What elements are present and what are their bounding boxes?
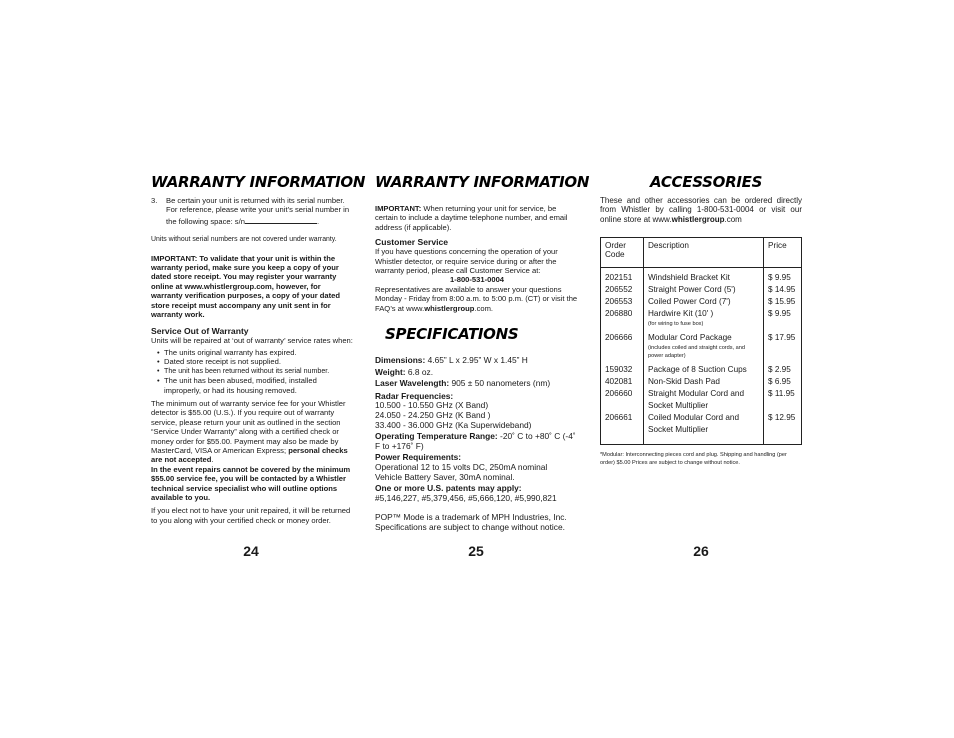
spec-label: Laser Wavelength: (375, 378, 450, 389)
table-row (601, 268, 802, 445)
accessory-code-text: 206661 (605, 413, 633, 423)
column-header-description: Description (644, 238, 764, 268)
spec-weight (375, 368, 579, 378)
spec-label: Operating Temperature Range: (375, 431, 498, 442)
accessory-desc-text: Windshield Bracket Kit (648, 273, 730, 283)
representatives-text (375, 285, 579, 313)
intro-text: These and other accessories can be ordered directly from Whistler by calling 1-800-531-0004 or visit our online store at www. (600, 196, 802, 224)
accessory-code-text: 202151 (605, 273, 633, 283)
page-number-26: 26 (693, 543, 709, 559)
accessory-desc (648, 308, 759, 328)
accessory-price-text: $ 11.95 (768, 389, 795, 399)
accessory-desc (648, 388, 759, 412)
spec-power-operational: Operational 12 to 15 volts DC, 250mA nominal (375, 462, 548, 472)
accessory-code (605, 388, 639, 412)
accessory-price-text: $ 9.95 (768, 309, 791, 319)
elect-not-repair-text: If you elect not to have your unit repaired, it will be returned to you along with your certified check or money order. (151, 506, 351, 525)
accessory-price (768, 412, 797, 436)
online-store-link[interactable]: whistlergroup (671, 214, 725, 224)
accessory-desc (648, 412, 759, 436)
spec-radar-ka: 33.400 - 36.000 GHz (Ka Superwideband) (375, 419, 532, 430)
accessory-price (768, 272, 797, 284)
service-out-title: Service Out of Warranty (151, 326, 249, 337)
accessory-desc-text: Coiled Modular Cord and Socket Multiplier (648, 413, 740, 435)
accessory-price-text: $ 2.95 (768, 365, 791, 375)
accessory-code-text: 206660 (605, 389, 633, 399)
accessories-table (600, 237, 802, 445)
fee-text-bold: personal checks are not accepted (151, 445, 348, 465)
spec-value: 4.65” L x 2.95” W x 1.45” H (427, 355, 528, 366)
accessory-price (768, 364, 797, 376)
page-26-column (600, 174, 802, 467)
spec-label: Dimensions: (375, 355, 426, 366)
accessory-desc-text: Hardwire Kit (10' ) (648, 309, 714, 319)
specifications-title: SPECIFICATIONS (385, 325, 519, 344)
page-25-column (375, 173, 590, 533)
accessory-desc-text: Package of 8 Suction Cups (648, 365, 747, 375)
accessory-code-text: 206666 (605, 333, 633, 343)
serial-number-blank (245, 215, 317, 224)
accessory-code-text: 206552 (605, 285, 633, 295)
column-header-price: Price (764, 238, 802, 268)
accessory-desc (648, 376, 759, 388)
spec-label: One or more U.S. patents may apply: (375, 483, 522, 494)
accessory-price-text: $ 9.95 (768, 273, 791, 283)
accessory-price-text: $ 15.95 (768, 297, 796, 307)
customer-service-phone: 1-800-531-0004 (449, 275, 505, 285)
service-out-intro: Units will be repaired at ‘out of warranty’ service rates when: (151, 336, 353, 346)
accessory-code (605, 412, 639, 436)
service-fee-text (151, 399, 353, 465)
spec-radar-k: 24.050 - 24.250 GHz (K Band ) (375, 410, 491, 421)
accessories-table-body (601, 268, 802, 445)
page-25-title: WARRANTY INFORMATION (375, 173, 590, 191)
accessory-desc (648, 296, 759, 308)
intro-text-end: .com (724, 214, 742, 224)
spec-value: 905 ± 50 nanometers (nm) (451, 378, 551, 389)
spec-temperature (375, 432, 579, 451)
accessory-desc-text: Non-Skid Dash Pad (648, 377, 720, 387)
important-notice: IMPORTANT: To validate that your unit is within the warranty period, make sure you keep a copy of your dated store receipt. You may register your warranty online at www.whistlergroup.com, however, for warranty verification purposes, a copy of your dated store receipt must accompany any unit sent in for warranty work. (151, 253, 341, 320)
specifications-list (375, 356, 579, 533)
spec-power-saver: Vehicle Battery Saver, 30mA nominal. (375, 471, 515, 482)
fee-text: The minimum out of warranty service fee for your Whistler detector is $55.00 (U.S.). If you require out of warranty service, please return your unit as outlined in the section “Service Under Warranty” along with a certified check or money order for $55.00. Payment may also be made by MasterCard, VISA or American Express; (151, 398, 346, 455)
spec-dimensions (375, 356, 579, 366)
accessory-code (605, 296, 639, 308)
accessory-note: (includes coiled and straight cords, and power adapter) (648, 345, 746, 360)
accessory-price-text: $ 12.95 (768, 413, 796, 423)
important-return-notice (375, 204, 579, 232)
list-item: • The unit has been returned without its serial number. (157, 367, 353, 376)
accessory-code (605, 284, 639, 296)
accessory-code-text: 206553 (605, 297, 633, 307)
item-3-text: Be certain your unit is returned with its serial number. For reference, please write your unit’s serial number in the following space: s/n (166, 196, 350, 226)
list-item: • The unit has been abused, modified, installed improperly, or had its housing removed. (157, 376, 353, 395)
accessory-code-text: 206880 (605, 309, 633, 319)
item-number: 3. (151, 196, 158, 205)
table-header-row (601, 238, 802, 268)
page-number-25: 25 (468, 543, 484, 559)
table-cell-description (644, 268, 764, 445)
out-of-warranty-conditions (151, 348, 353, 395)
spec-label: Radar Frequencies: (375, 390, 454, 401)
accessory-price (768, 388, 797, 412)
page-24-title: WARRANTY INFORMATION (151, 173, 366, 191)
accessory-price (768, 308, 797, 328)
accessories-footnote: *Modular: Interconnecting pieces cord and plug. Shipping and handling (per order) $5.00 Prices are subject to change without notice. (600, 452, 787, 467)
accessory-price (768, 284, 797, 296)
accessory-price-text: $ 17.95 (768, 333, 796, 343)
page-number-24: 24 (243, 543, 259, 559)
website-link[interactable]: whistlergroup (424, 303, 475, 313)
list-item: • The units original warranty has expired. (157, 348, 353, 357)
important-label: IMPORTANT: (375, 204, 422, 213)
reps-text-end: .com. (474, 303, 494, 313)
accessory-code-text: 402081 (605, 377, 633, 387)
table-cell-order-code (601, 268, 644, 445)
accessory-desc-text: Coiled Power Cord (7') (648, 297, 731, 307)
spec-laser (375, 379, 579, 389)
accessory-desc-text: Straight Power Cord (5') (648, 285, 736, 295)
spec-patents-value: #5,146,227, #5,379,456, #5,666,120, #5,990,821 (375, 492, 557, 503)
accessory-price (768, 376, 797, 388)
accessories-intro (600, 196, 802, 224)
accessory-desc-text: Straight Modular Cord and Socket Multiplier (648, 389, 745, 411)
accessory-code (605, 272, 639, 284)
accessory-price-text: $ 14.95 (768, 285, 796, 295)
customer-service-title: Customer Service (375, 237, 449, 248)
accessory-code (605, 364, 639, 376)
accessory-code (605, 376, 639, 388)
warranty-item-3: 3. Be certain your unit is returned with its serial number. For reference, please write your unit’s serial number in the following space: s/n . (151, 196, 350, 226)
accessory-note: (for wiring to fuse box) (648, 321, 704, 328)
accessory-desc (648, 364, 759, 376)
list-item: • Dated store receipt is not supplied. (157, 357, 353, 366)
serial-number-note: Units without serial numbers are not covered under warranty. (151, 236, 337, 244)
spec-value: -20˚ C to +80˚ C (-4˚ F to +176˚ F) (375, 431, 576, 451)
accessory-desc (648, 284, 759, 296)
fee-text-end: . (211, 455, 214, 465)
accessory-code-text: 159032 (605, 365, 633, 375)
page-26-title: ACCESSORIES (650, 173, 763, 191)
column-header-order-code: Order Code (601, 238, 644, 268)
accessory-desc-text: Modular Cord Package (648, 333, 732, 343)
spec-change-notice: Specifications are subject to change without notice. (375, 521, 565, 532)
spec-radar-x: 10.500 - 10.550 GHz (X Band) (375, 400, 489, 411)
trademark-line: POP™ Mode is a trademark of MPH Industries, Inc. (375, 512, 567, 523)
accessory-price-text: $ 6.95 (768, 377, 791, 387)
important-text: When returning your unit for service, be certain to include a daytime telephone number, and email address (if applicable). (375, 204, 568, 232)
accessory-price (768, 332, 797, 360)
spec-value: 6.8 oz. (407, 366, 434, 377)
repair-cost-notice: In the event repairs cannot be covered by the minimum $55.00 service fee, you will be contacted by a Whistler technical service specialist who will outline options available to you. (151, 464, 351, 502)
spec-label: Weight: (375, 366, 406, 377)
accessory-desc (648, 272, 759, 284)
spec-label: Power Requirements: (375, 452, 462, 463)
accessory-code (605, 308, 639, 328)
reps-text: Representatives are available to answer your questions Monday - Friday from 8:00 a.m. to 5:00 p.m. (CT) or visit the FAQ’s at www. (375, 284, 578, 313)
table-cell-price (764, 268, 802, 445)
accessory-desc (648, 332, 759, 360)
page-24-column (151, 173, 366, 525)
accessory-code (605, 332, 639, 360)
customer-service-text: If you have questions concerning the operation of your Whistler detector, or require service during or after the warranty period, please call Customer Service at: (375, 247, 558, 276)
accessory-price (768, 296, 797, 308)
